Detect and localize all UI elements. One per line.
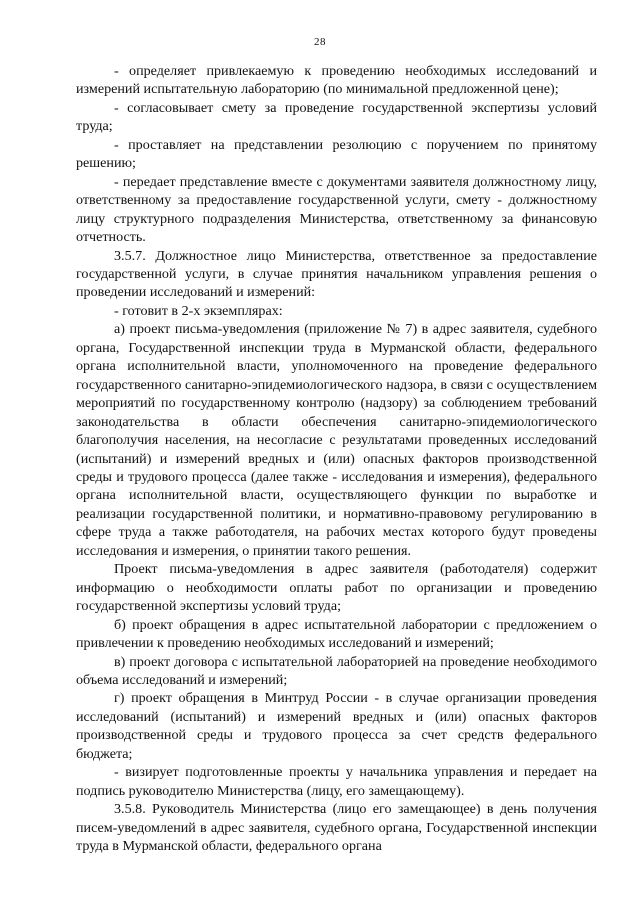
paragraph: б) проект обращения в адрес испытательной лаборатории с предложением о привлечении к проведению необходимых исследований и измерений;: [76, 616, 597, 652]
paragraph: - согласовывает смету за проведение государственной экспертизы условий труда;: [76, 99, 597, 135]
paragraph: - определяет привлекаемую к проведению необходимых исследований и измерений испытательную лабораторию (по минимальной предложенной цене);: [76, 63, 597, 98]
paragraph: г) проект обращения в Минтруд России - в случае организации проведения исследований (испытаний) и измерений вредных и (или) опасных факторов производственной среды и трудового процесса за счет средств федерального бюджета;: [76, 690, 597, 762]
paragraph: в) проект договора с испытательной лабораторией на проведение необходимого объема исследований и измерений;: [76, 653, 597, 688]
paragraph: - проставляет на представлении резолюцию с поручением по принятому решению;: [76, 136, 597, 172]
page-number: 28: [314, 36, 326, 48]
paragraph: - передает представление вместе с документами заявителя должностному лицу, ответственному за предоставление государственной услуги, смету - должностному лицу структурного подразделения Министерства, ответственному за финансовую отчетность.: [76, 173, 597, 246]
paragraph: - готовит в 2-х экземплярах:: [114, 302, 283, 319]
paragraph: - визирует подготовленные проекты у начальника управления и передает на подпись руководителю Министерства (лицу, его замещающему).: [76, 764, 597, 799]
paragraph: а) проект письма-уведомления (приложение № 7) в адрес заявителя, судебного органа, Государственной инспекции труда в Мурманской области, федерального органа исполнительной власти, уполномоченного на проведение федерального государственного санитарно-эпидемиологического надзора, в связи с осуществлением мероприятий по государственному контролю (надзору) за соблюдением требований законодательства в области обеспечения санитарно-эпидемиологического благополучия населения, на несогласие с результатами проведенных исследований (испытаний) и измерений вредных и (или) опасных факторов производственной среды и трудового процесса (далее также - исследования и измерения), федерального органа исполнительной власти, осуществляющего функции по выработке и реализации государственной политики, и нормативно-правовому регулированию в сфере труда а также работодателя, на рабочих местах которого будут проведены исследования и измерения, о принятии такого решения.: [76, 321, 597, 559]
paragraph: 3.5.8. Руководитель Министерства (лицо его замещающее) в день получения писем-уведомлений в адрес заявителя, судебного органа, Государственной инспекции труда в Мурманской области, федерального органа: [76, 801, 597, 855]
paragraph: 3.5.7. Должностное лицо Министерства, ответственное за предоставление государственной услуги, в случае принятия начальником управления решения о проведении исследований и измерений:: [76, 247, 597, 301]
paragraph: Проект письма-уведомления в адрес заявителя (работодателя) содержит информацию о необходимости оплаты работ по организации и проведению государственной экспертизы условий труда;: [76, 561, 597, 615]
document-body: [76, 62, 597, 855]
